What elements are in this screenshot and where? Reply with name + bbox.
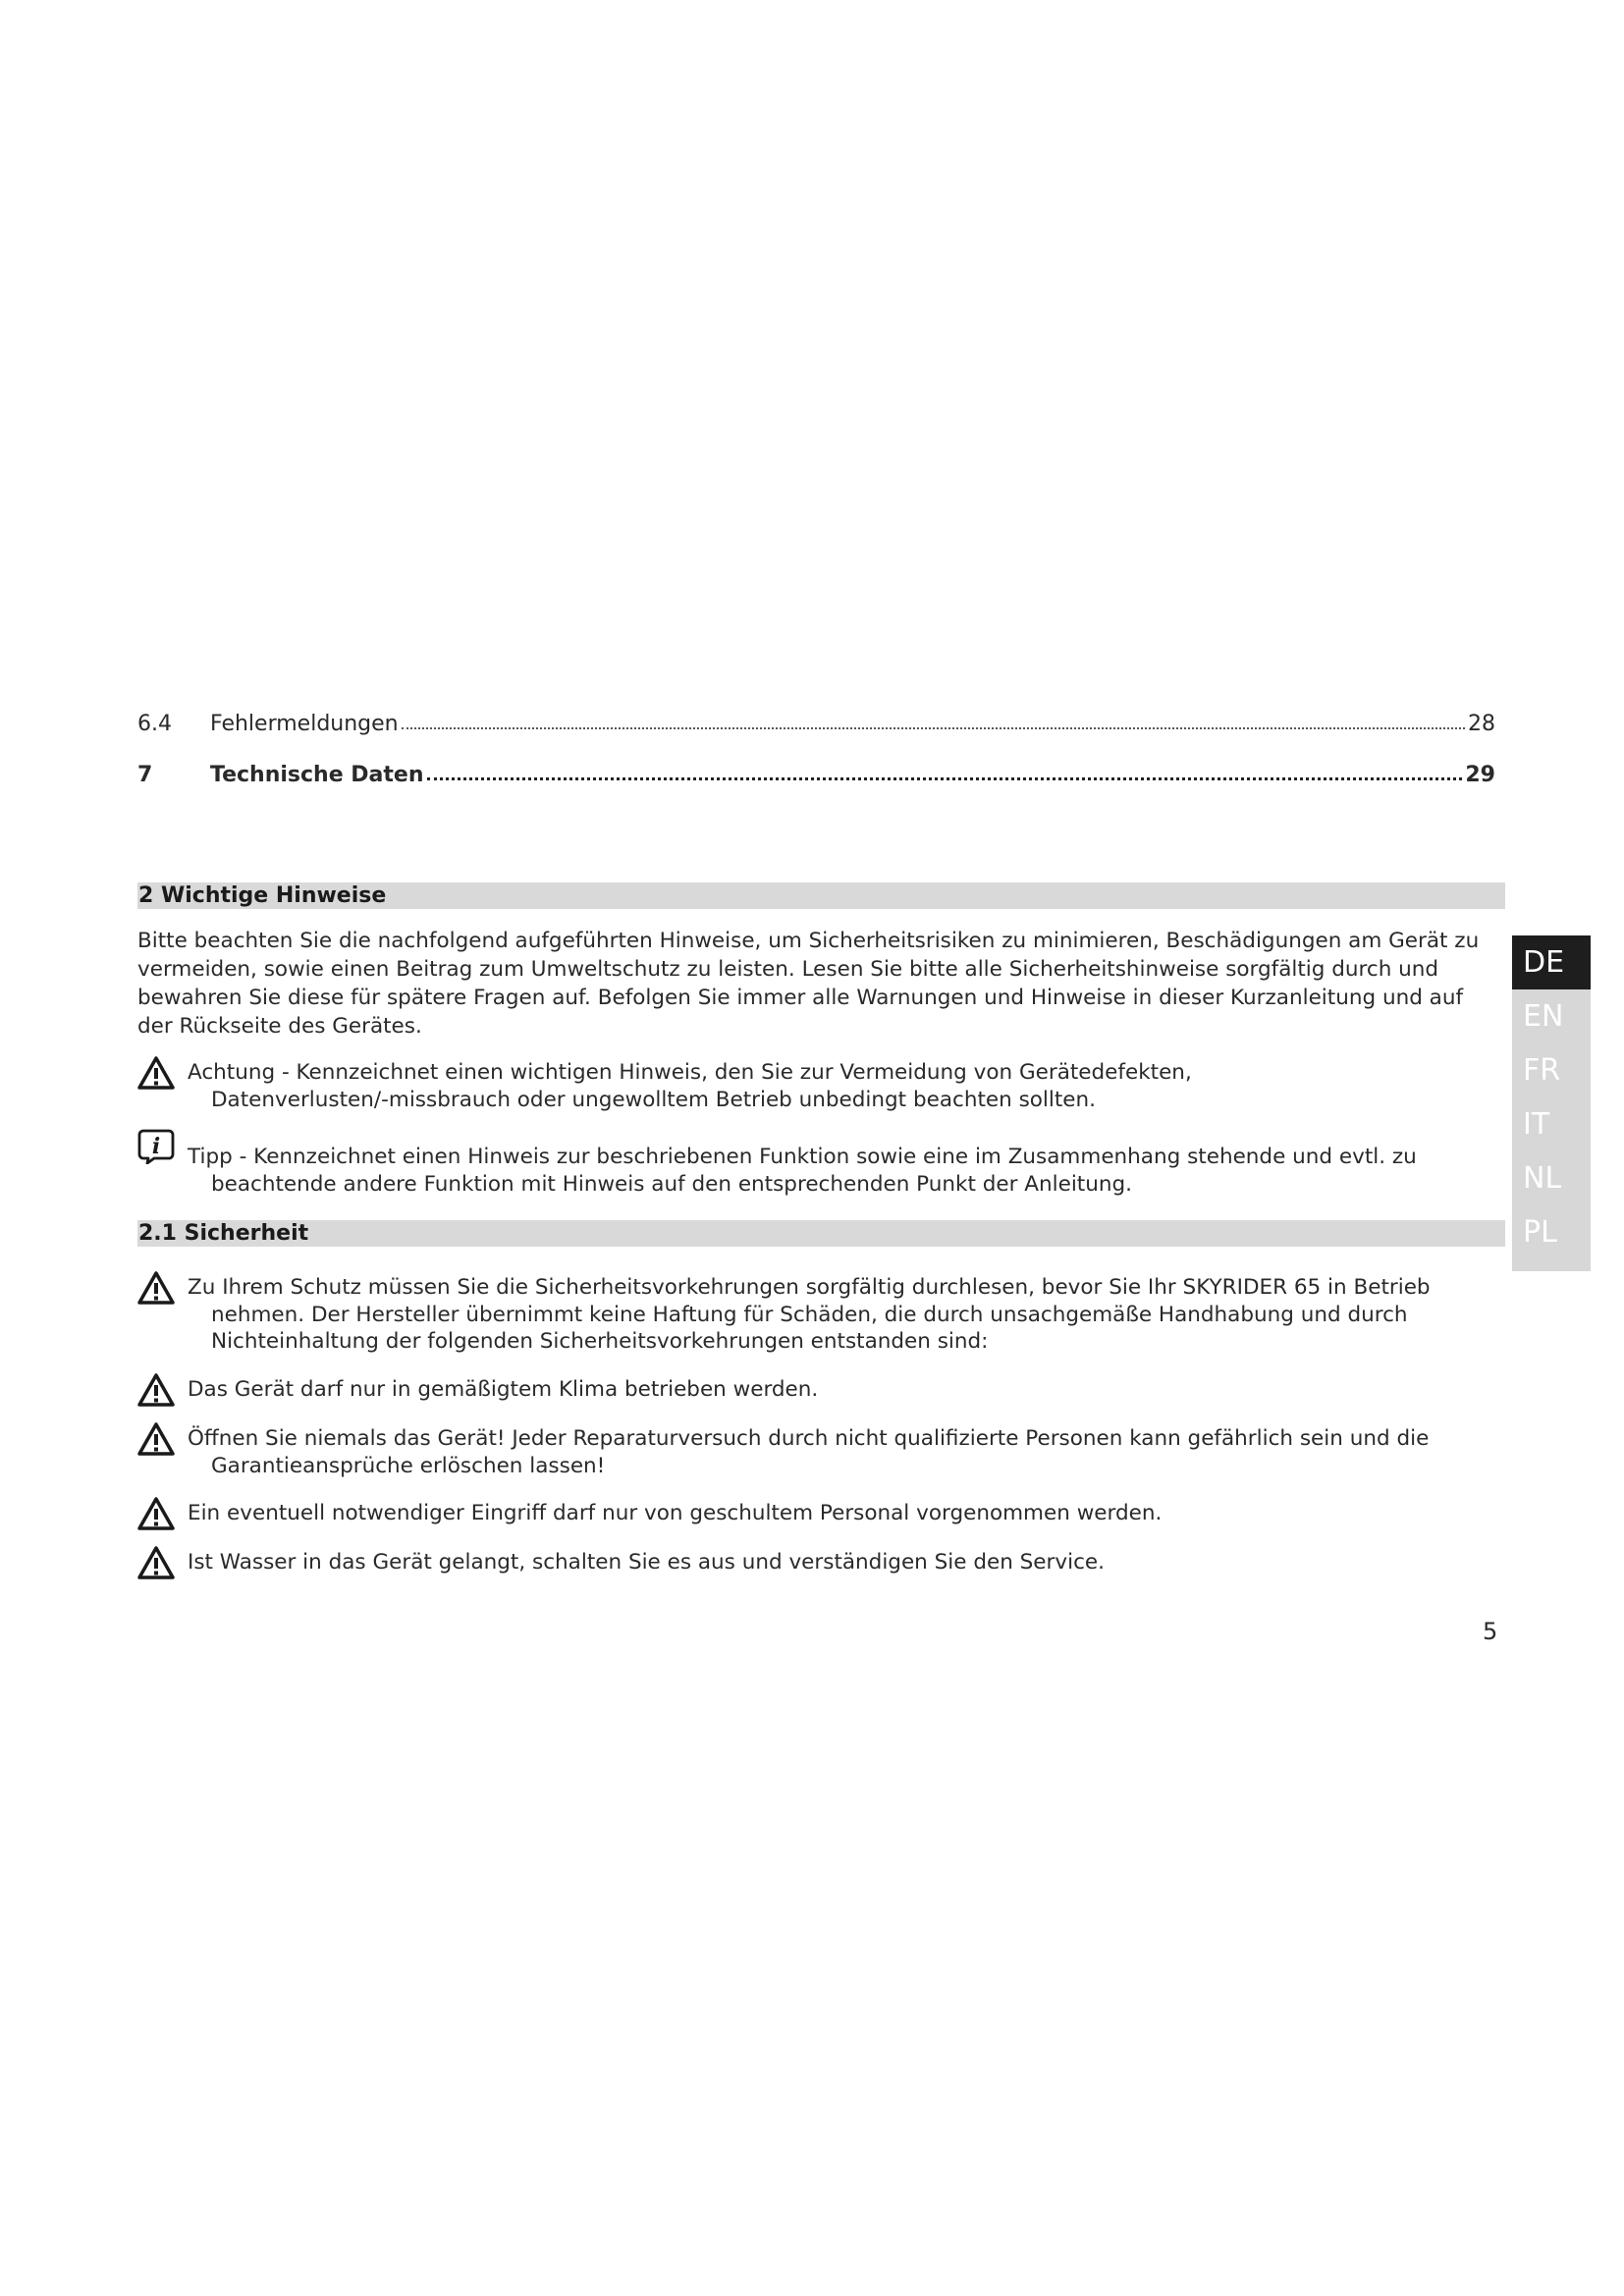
toc-number: 6.4 <box>137 712 172 736</box>
achtung-line-1: Achtung - Kennzeichnet einen wichtigen Hinweis, den Sie zur Vermeidung von Gerätedefekten, <box>188 1060 1192 1085</box>
safety-item-line-2: Garantieansprüche erlöschen lassen! <box>211 1453 606 1478</box>
safety-item <box>137 1500 1512 1527</box>
safety-item-line-2: nehmen. Der Hersteller übernimmt keine Haftung für Schäden, die durch unsachgemäße Handhabung und durch <box>211 1302 1408 1327</box>
toc-page-number: 29 <box>1465 763 1495 787</box>
tipp-line-1: Tipp - Kennzeichnet einen Hinweis zur beschriebenen Funktion sowie eine im Zusammenhang stehende und evtl. zu <box>188 1145 1417 1169</box>
safety-item-line-1: Das Gerät darf nur in gemäßigtem Klima betrieben werden. <box>188 1377 819 1402</box>
warning-triangle-icon <box>137 1545 175 1580</box>
language-tab-nl[interactable]: NL <box>1523 1161 1562 1196</box>
info-note-tipp <box>137 1134 1512 1198</box>
toc-row-7[interactable] <box>137 754 1495 787</box>
info-speech-bubble-icon <box>137 1129 175 1164</box>
warning-note-achtung <box>137 1059 1512 1113</box>
toc-title: Fehlermeldungen <box>210 712 399 736</box>
safety-item <box>137 1376 1512 1404</box>
language-tab-it[interactable]: IT <box>1523 1107 1550 1142</box>
section-heading-wichtige-hinweise: 2 Wichtige Hinweise <box>137 882 1505 909</box>
safety-item-line-1: Ein eventuell notwendiger Eingriff darf nur von geschultem Personal vorgenommen werden. <box>188 1501 1163 1525</box>
toc-page-number: 28 <box>1468 712 1495 736</box>
section-heading-sicherheit: 2.1 Sicherheit <box>137 1220 1505 1247</box>
toc-number: 7 <box>137 763 153 787</box>
language-tab-fr[interactable]: FR <box>1523 1053 1561 1088</box>
achtung-line-2: Datenverlusten/-missbrauch oder ungewolltem Betrieb unbedingt beachten sollten. <box>211 1087 1096 1112</box>
page-number: 5 <box>1483 1618 1498 1645</box>
warning-triangle-icon <box>137 1372 175 1408</box>
language-tabs <box>1512 935 1591 1271</box>
svg-text:i: i <box>151 1134 161 1159</box>
safety-item <box>137 1274 1512 1356</box>
safety-item-line-3: Nichteinhaltung der folgenden Sicherheitsvorkehrungen entstanden sind: <box>211 1329 989 1354</box>
language-tab-en[interactable]: EN <box>1523 999 1564 1034</box>
safety-item-line-1: Zu Ihrem Schutz müssen Sie die Sicherheitsvorkehrungen sorgfältig durchlesen, bevor Sie Ihr SKYRIDER 65 in Betrieb <box>188 1275 1431 1300</box>
language-tab-de[interactable]: DE <box>1512 935 1591 989</box>
toc-leader-dots <box>402 726 1465 729</box>
toc-title: Technische Daten <box>210 763 424 787</box>
safety-item-line-1: Ist Wasser in das Gerät gelangt, schalten Sie es aus und verständigen Sie den Service. <box>188 1550 1105 1575</box>
toc-leader-dots <box>427 776 1463 780</box>
safety-item <box>137 1425 1512 1479</box>
warning-triangle-icon <box>137 1270 175 1306</box>
safety-item-line-1: Öffnen Sie niemals das Gerät! Jeder Reparaturversuch durch nicht qualifizierte Personen kann gefährlich sein und die <box>188 1426 1430 1451</box>
intro-paragraph: Bitte beachten Sie die nachfolgend aufgeführten Hinweise, um Sicherheitsrisiken zu minimieren, Beschädigungen am Gerät zu vermeiden, sowie einen Beitrag zum Umweltschutz zu leisten. Lesen Sie bitte alle Sicherheitshinweise sorgfältig durch und bewahren Sie diese für spätere Fragen auf. Befolgen Sie immer alle Warnungen und Hinweise in dieser Kurzanleitung und auf der Rückseite des Gerätes. <box>137 929 1480 1039</box>
warning-triangle-icon <box>137 1421 175 1457</box>
toc-row-6-4[interactable] <box>137 703 1495 736</box>
warning-triangle-icon <box>137 1496 175 1531</box>
warning-triangle-icon <box>137 1055 175 1091</box>
safety-item <box>137 1549 1512 1576</box>
language-tab-pl[interactable]: PL <box>1523 1215 1557 1250</box>
tipp-line-2: beachtende andere Funktion mit Hinweis auf den entsprechenden Punkt der Anleitung. <box>211 1171 1132 1197</box>
